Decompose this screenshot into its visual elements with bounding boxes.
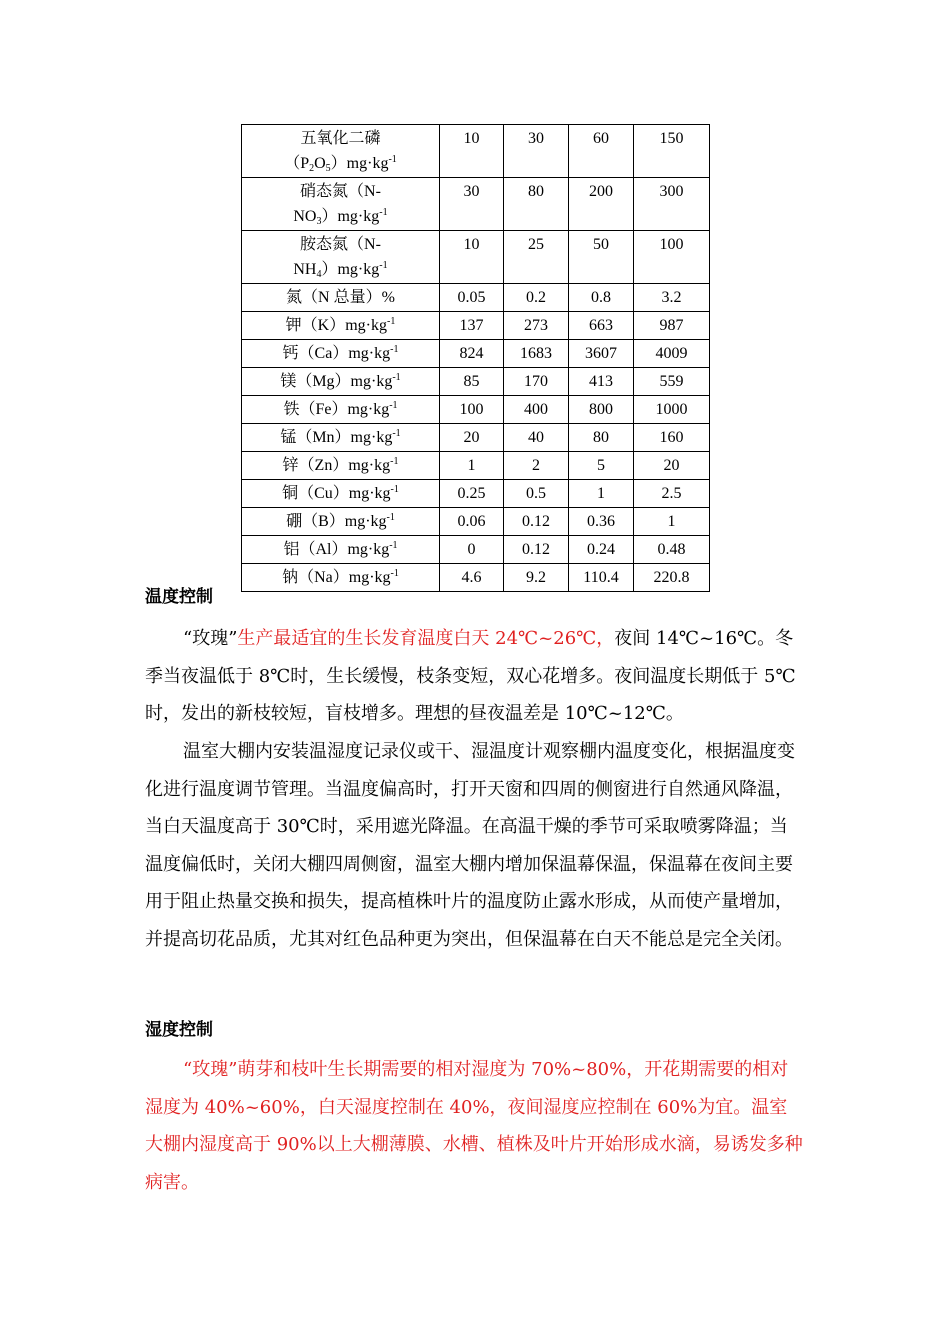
value-cell: 30 xyxy=(440,178,504,231)
table-row xyxy=(242,178,710,231)
nutrient-name-cell: 铜$(Cu)mg\cdot kg^{-1}$ xyxy=(242,480,440,508)
table-row xyxy=(242,424,710,452)
value-cell: 137 xyxy=(440,312,504,340)
value-cell: 413 xyxy=(569,368,634,396)
value-cell: 60 xyxy=(569,125,634,178)
value-cell: 100 xyxy=(440,396,504,424)
value-cell: 800 xyxy=(569,396,634,424)
value-cell: 110.4 xyxy=(569,564,634,592)
value-cell: 0.12 xyxy=(504,536,569,564)
nutrient-name-cell: 铁$(Fe)mg\cdot kg^{-1}$ xyxy=(242,396,440,424)
temperature-heading: 温度控制 xyxy=(145,587,213,607)
value-cell: 0.8 xyxy=(569,284,634,312)
value-cell: 2 xyxy=(504,452,569,480)
value-cell: 80 xyxy=(504,178,569,231)
value-cell: 40 xyxy=(504,424,569,452)
table-row xyxy=(242,396,710,424)
value-cell: 273 xyxy=(504,312,569,340)
value-cell: 85 xyxy=(440,368,504,396)
table-row xyxy=(242,452,710,480)
nutrient-name-cell: 钙$(Ca)mg\cdot kg^{-1}$ xyxy=(242,340,440,368)
value-cell: 0.2 xyxy=(504,284,569,312)
value-cell: 170 xyxy=(504,368,569,396)
table-row xyxy=(242,564,710,592)
value-cell: 10 xyxy=(440,125,504,178)
value-cell: 100 xyxy=(634,231,710,284)
table-row xyxy=(242,368,710,396)
table-row xyxy=(242,312,710,340)
nutrient-name-cell: 钾$(K)mg\cdot kg^{-1}$ xyxy=(242,312,440,340)
value-cell: 4009 xyxy=(634,340,710,368)
value-cell: 0.06 xyxy=(440,508,504,536)
humidity-heading: 湿度控制 xyxy=(145,1020,213,1040)
value-cell: 0.36 xyxy=(569,508,634,536)
nutrient-name-cell: 铝$(Al)mg\cdot kg^{-1}$ xyxy=(242,536,440,564)
table-row xyxy=(242,125,710,178)
value-cell: 30 xyxy=(504,125,569,178)
table-row xyxy=(242,508,710,536)
table-row xyxy=(242,231,710,284)
table-row xyxy=(242,480,710,508)
highlighted-text: 生产最适宜的生长发育温度白天 24℃~26℃， xyxy=(237,628,615,649)
value-cell: 3607 xyxy=(569,340,634,368)
nutrient-name-cell: 五氧化二磷 $(P_2O_5)mg\cdot kg^{-1}$ xyxy=(242,125,440,178)
value-cell: 1683 xyxy=(504,340,569,368)
temperature-paragraph-1: “玫瑰”生产最适宜的生长发育温度白天 24℃~26℃，夜间 14℃~16℃。冬季当夜温低于 8℃时，生长缓慢，枝条变短，双心花增多。夜间温度长期低于 5℃时，发出的新枝较短，盲枝增多。理想的昼夜温差是 10℃~12℃。 xyxy=(145,628,796,724)
value-cell: 200 xyxy=(569,178,634,231)
humidity-paragraph: “玫瑰”萌芽和枝叶生长期需要的相对湿度为 70%~80%，开花期需要的相对湿度为 40%~60%，白天湿度控制在 40%，夜间湿度应控制在 60%为宜。温室大棚内湿度高于 90%以上大棚薄膜、水槽、植株及叶片开始形成水滴，易诱发多种病害。 xyxy=(145,1059,803,1193)
value-cell: 300 xyxy=(634,178,710,231)
value-cell: 0.12 xyxy=(504,508,569,536)
value-cell: 0 xyxy=(440,536,504,564)
nutrient-table xyxy=(241,124,710,592)
value-cell: 2.5 xyxy=(634,480,710,508)
value-cell: 5 xyxy=(569,452,634,480)
nutrient-name-cell: 锌$(Zn)mg\cdot kg^{-1}$ xyxy=(242,452,440,480)
value-cell: 0.05 xyxy=(440,284,504,312)
value-cell: 663 xyxy=(569,312,634,340)
value-cell: 1 xyxy=(634,508,710,536)
value-cell: 824 xyxy=(440,340,504,368)
value-cell: 25 xyxy=(504,231,569,284)
value-cell: 559 xyxy=(634,368,710,396)
value-cell: 0.25 xyxy=(440,480,504,508)
value-cell: 1 xyxy=(569,480,634,508)
nutrient-name-cell: 氮（N 总量）% xyxy=(242,284,440,312)
value-cell: 0.48 xyxy=(634,536,710,564)
value-cell: 3.2 xyxy=(634,284,710,312)
nutrient-name-cell: 胺态氮（N- $NH_4)mg\cdot kg^{-1}$ xyxy=(242,231,440,284)
value-cell: 0.5 xyxy=(504,480,569,508)
value-cell: 220.8 xyxy=(634,564,710,592)
value-cell: 1 xyxy=(440,452,504,480)
value-cell: 9.2 xyxy=(504,564,569,592)
table-row xyxy=(242,536,710,564)
value-cell: 150 xyxy=(634,125,710,178)
table-row xyxy=(242,284,710,312)
value-cell: 160 xyxy=(634,424,710,452)
nutrient-name-cell: 镁$(Mg)mg\cdot kg^{-1}$ xyxy=(242,368,440,396)
value-cell: 50 xyxy=(569,231,634,284)
nutrient-name-cell: 钠$(Na)mg\cdot kg^{-1}$ xyxy=(242,564,440,592)
value-cell: 400 xyxy=(504,396,569,424)
value-cell: 0.24 xyxy=(569,536,634,564)
temperature-paragraph-2: 温室大棚内安装温湿度记录仪或干、湿温度计观察棚内温度变化，根据温度变化进行温度调节管理。当温度偏高时，打开天窗和四周的侧窗进行自然通风降温，当白天温度高于 30℃时，采用遮光降温。在高温干燥的季节可采取喷雾降温；当温度偏低时，关闭大棚四周侧窗，温室大棚内增加保温幕保温，保温幕在夜间主要用于阻止热量交换和损失，提高植株叶片的温度防止露水形成，从而使产量增加，并提高切花品质，尤其对红色品种更为突出，但保温幕在白天不能总是完全关闭。 xyxy=(145,741,795,950)
table-row xyxy=(242,340,710,368)
value-cell: 20 xyxy=(634,452,710,480)
value-cell: 10 xyxy=(440,231,504,284)
value-cell: 20 xyxy=(440,424,504,452)
nutrient-name-cell: 硼$(B)mg\cdot kg^{-1}$ xyxy=(242,508,440,536)
value-cell: 80 xyxy=(569,424,634,452)
value-cell: 1000 xyxy=(634,396,710,424)
nutrient-name-cell: 硝态氮（N- $NO_3)mg\cdot kg^{-1}$ xyxy=(242,178,440,231)
nutrient-name-cell: 锰$(Mn)mg\cdot kg^{-1}$ xyxy=(242,424,440,452)
value-cell: 987 xyxy=(634,312,710,340)
value-cell: 4.6 xyxy=(440,564,504,592)
